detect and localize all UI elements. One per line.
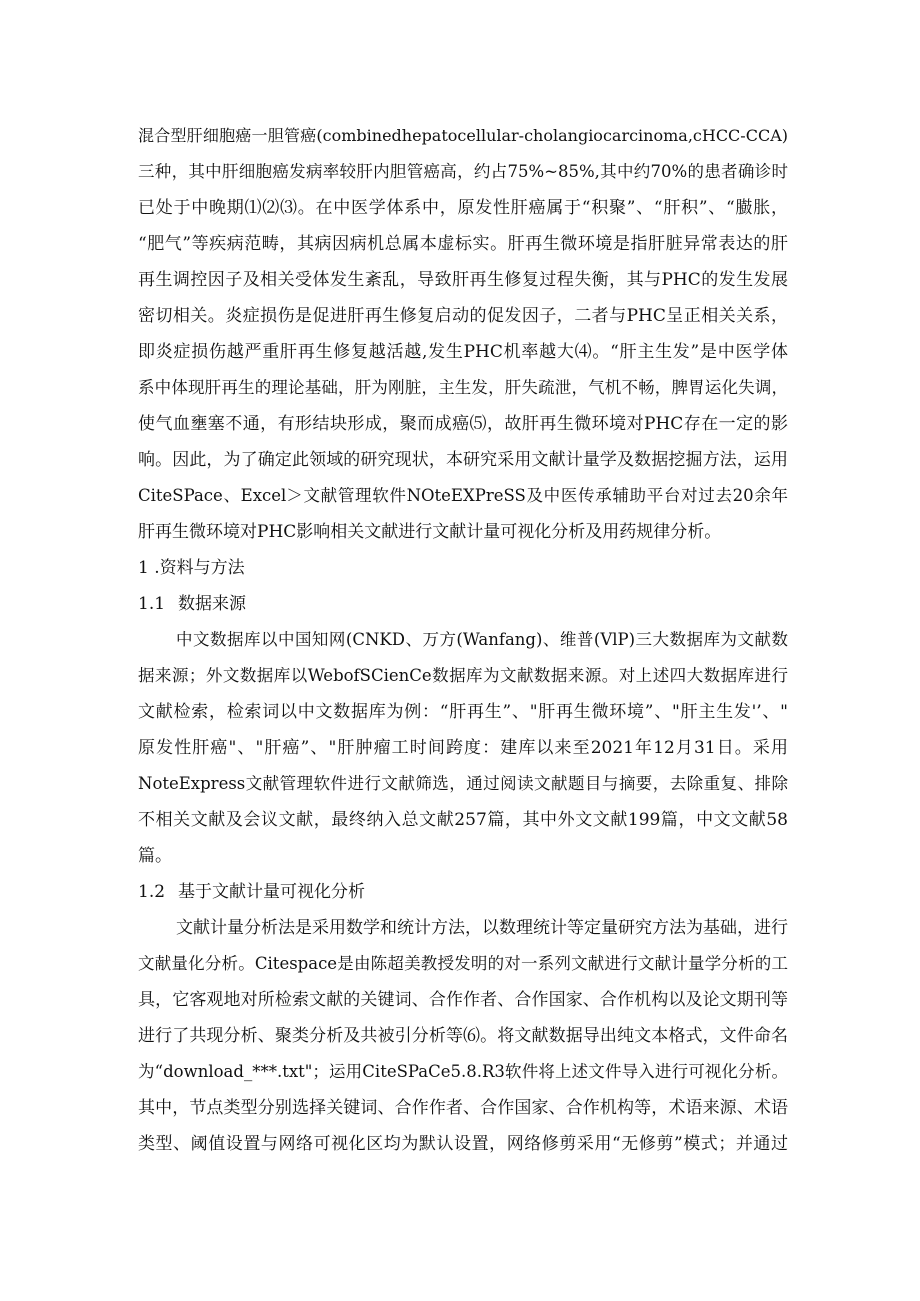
paragraph-line: 密切相关。炎症损伤是促进肝再生修复启动的促发因子，二者与PHC呈正相关关系， xyxy=(138,306,788,326)
paragraph-line: 混合型肝细胞癌一胆管癌(combinedhepatocellular-cholangiocarcinoma,cHCC-CCA) xyxy=(138,126,788,145)
paragraph-line: 其中，节点类型分别选择关键词、合作作者、合作国家、合作机构等，术语来源、术语 xyxy=(138,1098,788,1118)
paragraph-line: 不相关文献及会议文献，最终纳入总文献257篇，其中外文文献199篇，中文文献58 xyxy=(138,810,788,830)
paragraph-line: 中文数据库以中国知网(CNKD、万方(Wanfang)、维普(VlP)三大数据库为文献数 xyxy=(176,630,788,649)
paragraph-line: 已处于中晚期⑴⑵⑶。在中医学体系中，原发性肝癌属于“积聚”、“肝积”、“臌胀， xyxy=(138,198,788,218)
paragraph-line: 为“download_***.txt"；运用CiteSPaCe5.8.R3软件将上述文件导入进行可视化分析。 xyxy=(138,1062,788,1081)
subsection-number: 1.1 xyxy=(138,594,166,614)
paragraph-line: 再生调控因子及相关受体发生紊乱，导致肝再生修复过程失衡，其与PHC的发生发展 xyxy=(138,270,788,290)
paragraph-line: 具，它客观地对所检索文献的关键词、合作作者、合作国家、合作机构以及论文期刊等 xyxy=(138,990,788,1010)
subsection-title: 数据来源 xyxy=(178,594,246,614)
paragraph-line: 系中体现肝再生的理论基础，肝为刚脏，主生发，肝失疏泄，气机不畅，脾胃运化失调， xyxy=(138,378,788,397)
paragraph-line: CiteSPace、Excel＞文献管理软件NOteEXPreSS及中医传承辅助平台对过去20余年 xyxy=(138,486,788,505)
paragraph-line: “肥气”等疾病范畴，其病因病机总属本虚标实。肝再生微环境是指肝脏异常表达的肝 xyxy=(138,234,788,254)
paragraph-line: 文献检索，检索词以中文数据库为例：“肝再生”、"肝再生微环境”、"肝主生发'’、" xyxy=(138,702,788,722)
paragraph-line: 进行了共现分析、聚类分析及共被引分析等⑹。将文献数据导出纯文本格式，文件命名 xyxy=(138,1026,788,1046)
subsection-heading xyxy=(138,877,788,907)
paragraph-line: 篇。 xyxy=(138,846,172,866)
paragraph-line: 原发性肝癌"、"肝癌”、"肝肿瘤工时间跨度：建库以来至2021年12月31日。采用 xyxy=(138,738,788,758)
paragraph-line: NoteExpress文献管理软件进行文献筛选，通过阅读文献题目与摘要，去除重复、排除 xyxy=(138,774,788,793)
paragraph-line: 即炎症损伤越严重肝再生修复越活越,发生PHC机率越大⑷。“肝主生发”是中医学体 xyxy=(138,342,788,362)
paragraph-line: 三种，其中肝细胞癌发病率较肝内胆管癌高，约占75%~85%,其中约70%的患者确诊时 xyxy=(138,162,788,181)
subsection-number: 1.2 xyxy=(138,882,166,902)
paragraph-line: 肝再生微环境对PHC影响相关文献进行文献计量可视化分析及用药规律分析。 xyxy=(138,522,722,542)
paragraph-line: 文献量化分析。Citespace是由陈超美教授发明的对一系列文献进行文献计量学分析的工 xyxy=(138,954,788,973)
subsection-heading xyxy=(138,589,788,619)
section-heading: 1 .资料与方法 xyxy=(138,558,245,578)
paragraph-line: 文献计量分析法是采用数学和统计方法，以数理统计等定量研究方法为基础，进行 xyxy=(176,918,788,938)
paragraph-line: 响。因此，为了确定此领域的研究现状，本研究采用文献计量学及数据挖掘方法，运用 xyxy=(138,450,788,470)
paragraph-line: 据来源；外文数据库以WebofSCienCe数据库为文献数据来源。对上述四大数据库进行 xyxy=(138,666,788,685)
paragraph-line: 使气血壅塞不通，有形结块形成，聚而成癌⑸，故肝再生微环境对PHC存在一定的影 xyxy=(138,414,788,434)
paragraph-line: 类型、阈值设置与网络可视化区均为默认设置，网络修剪采用“无修剪”模式；并通过 xyxy=(138,1134,788,1154)
subsection-title: 基于文献计量可视化分析 xyxy=(178,882,365,902)
